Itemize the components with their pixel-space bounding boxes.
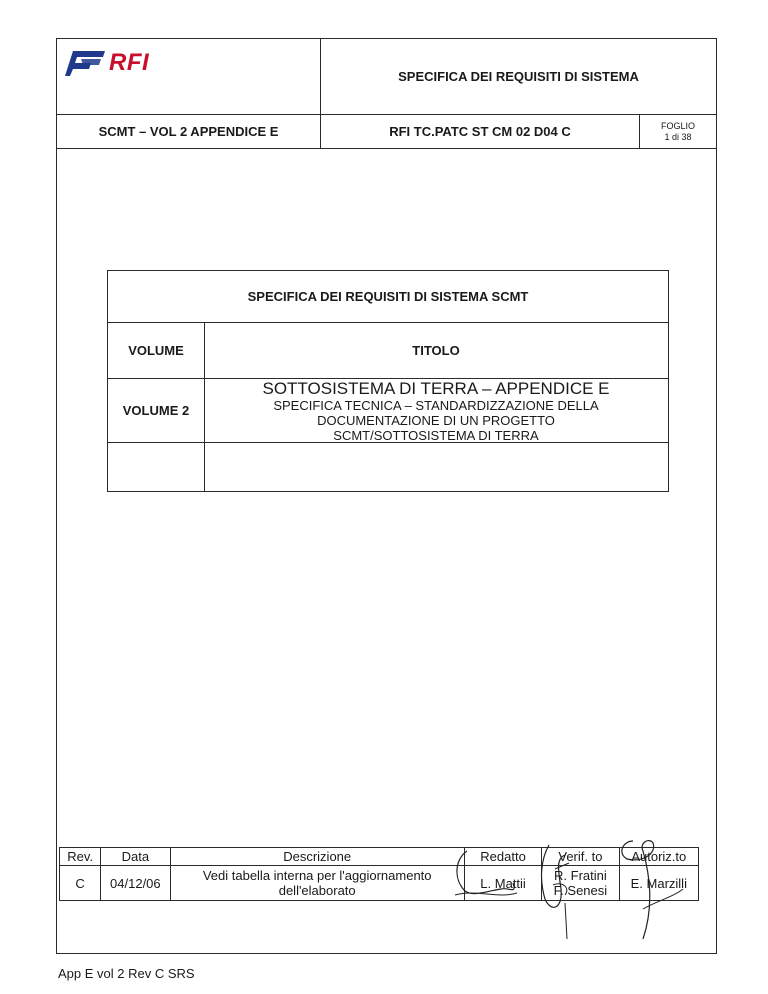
- date-cell: 04/12/06: [101, 866, 170, 901]
- verificato-header: Verif. to: [542, 848, 619, 866]
- rfi-logo-icon: [65, 49, 107, 77]
- rfi-logo: [65, 49, 149, 77]
- volume-reference: SCMT – VOL 2 APPENDICE E: [57, 115, 321, 149]
- sheet-label: FOGLIO: [660, 120, 695, 131]
- description-line: dell'elaborato: [278, 883, 356, 898]
- cover-table-header-row: [108, 323, 668, 379]
- volume-title-sub: SPECIFICA TECNICA – STANDARDIZZAZIONE DELLA: [273, 397, 599, 413]
- redatto-header: Redatto: [464, 848, 541, 866]
- autorizzato-header: Autoriz.to: [619, 848, 698, 866]
- col-volume-header: VOLUME: [108, 323, 205, 378]
- cover-table-title: SPECIFICA DEI REQUISITI DI SISTEMA SCMT: [108, 271, 668, 323]
- description-header: Descrizione: [170, 848, 464, 866]
- date-header: Data: [101, 848, 170, 866]
- volume-cell: VOLUME 2: [108, 379, 205, 442]
- doc-title: SPECIFICA DEI REQUISITI DI SISTEMA: [321, 39, 716, 115]
- rev-cell: C: [60, 866, 101, 901]
- document-code: RFI TC.PATC ST CM 02 D04 C: [321, 115, 640, 149]
- revision-header-row: [60, 848, 699, 866]
- logo-cell: [57, 39, 321, 115]
- col-titolo-header: TITOLO: [412, 343, 460, 358]
- revision-table: [59, 847, 699, 901]
- sheet-value: 1 di 38: [664, 131, 692, 142]
- sheet-cell: [640, 115, 716, 149]
- volume-title-main: SOTTOSISTEMA DI TERRA – APPENDICE E: [262, 378, 610, 398]
- empty-titolo-cell: [204, 443, 668, 491]
- description-line: Vedi tabella interna per l'aggiornamento: [202, 868, 432, 883]
- footer-text: App E vol 2 Rev C SRS: [58, 966, 195, 981]
- rev-header: Rev.: [60, 848, 101, 866]
- volume-title-sub: SCMT/SOTTOSISTEMA DI TERRA: [333, 427, 539, 443]
- revision-row: [60, 866, 699, 901]
- document-frame: [56, 38, 717, 954]
- volume-title-sub: DOCUMENTAZIONE DI UN PROGETTO: [317, 412, 555, 428]
- redatto-cell: L. Mattii: [464, 866, 541, 901]
- titolo-cell: [204, 379, 668, 442]
- cover-table-row: [108, 379, 668, 443]
- empty-volume-cell: [108, 443, 205, 491]
- cover-table-empty-row: [108, 443, 668, 491]
- verifier-name: R. Fratini: [554, 868, 607, 883]
- verificato-cell: [542, 866, 619, 901]
- cover-table: [107, 270, 669, 492]
- verifier-name: F. Senesi: [553, 883, 608, 898]
- description-cell: [170, 866, 464, 901]
- document-header: [57, 39, 716, 147]
- logo-text: RFI: [109, 49, 150, 76]
- autorizzato-cell: E. Marzilli: [619, 866, 698, 901]
